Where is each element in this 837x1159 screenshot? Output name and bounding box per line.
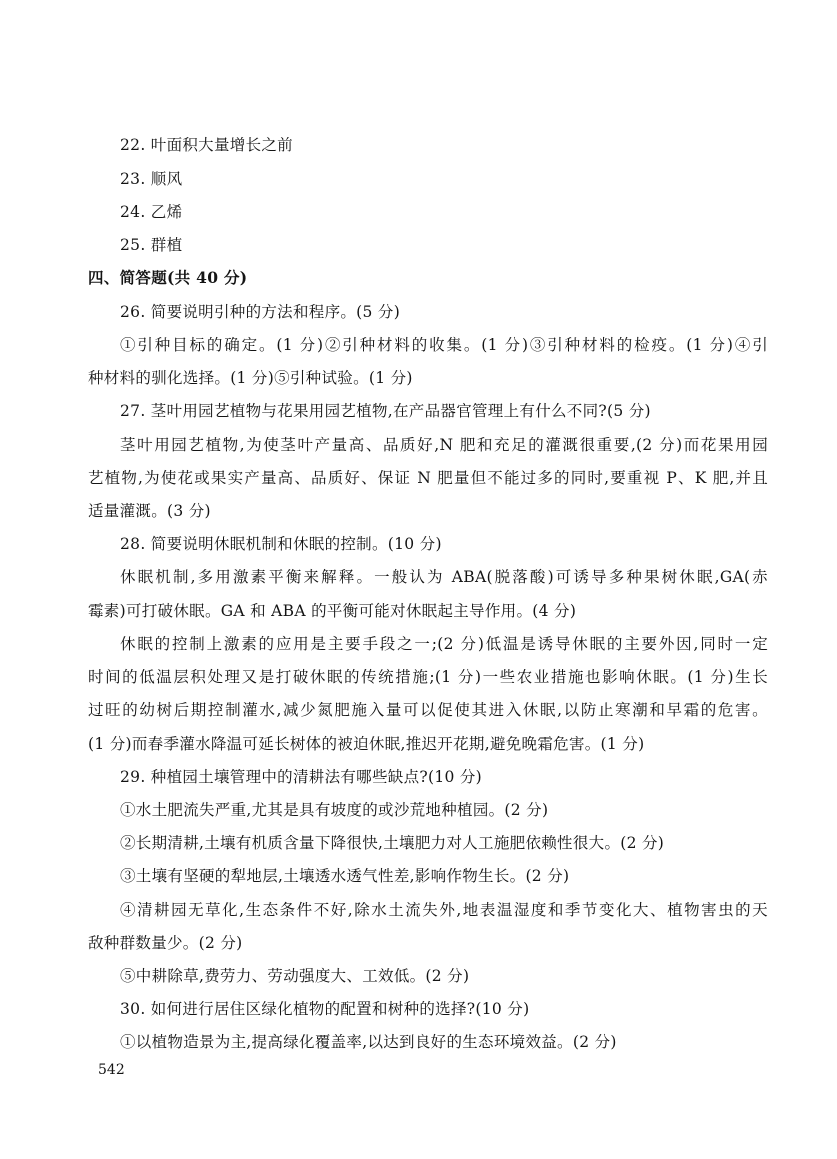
answer-30-item: ①以植物造景为主,提高绿化覆盖率,以达到良好的生态环境效益。(2 分) <box>120 1033 617 1051</box>
answer-22: 22. 叶面积大量增长之前 <box>120 136 293 154</box>
question-26: 26. 简要说明引种的方法和程序。(5 分) <box>120 303 401 321</box>
question-30: 30. 如何进行居住区绿化植物的配置和树种的选择?(10 分) <box>120 1000 530 1018</box>
answer-28-line: 休眠机制,多用激素平衡来解释。一般认为 ABA(脱落酸)可诱导多种果树休眠,GA(赤 <box>120 568 768 586</box>
answer-28-line: 时间的低温层积处理又是打破休眠的传统措施;(1 分)一些农业措施也影响休眠。(1 分)生长 <box>88 668 768 686</box>
answer-24: 24. 乙烯 <box>120 203 183 221</box>
answer-29-item: ③土壤有坚硬的犁地层,土壤透水透气性差,影响作物生长。(2 分) <box>120 867 570 885</box>
answer-28-line: 休眠的控制上激素的应用是主要手段之一;(2 分)低温是诱导休眠的主要外因,同时一定 <box>120 635 768 653</box>
answer-27-line: 适量灌溉。(3 分) <box>88 502 211 520</box>
answer-29-item: ④清耕园无草化,生态条件不好,除水土流失外,地表温湿度和季节变化大、植物害虫的天 <box>120 901 768 919</box>
answer-29-item: ②长期清耕,土壤有机质含量下降很快,土壤肥力对人工施肥依赖性很大。(2 分) <box>120 834 665 852</box>
question-29: 29. 种植园土壤管理中的清耕法有哪些缺点?(10 分) <box>120 768 483 786</box>
answer-29-item: 敌种群数量少。(2 分) <box>88 934 243 952</box>
answer-29-item: ①水土肥流失严重,尤其是具有坡度的或沙荒地种植园。(2 分) <box>120 801 549 819</box>
question-28: 28. 简要说明休眠机制和休眠的控制。(10 分) <box>120 535 442 553</box>
answer-25: 25. 群植 <box>120 236 183 254</box>
answer-28-line: 过旺的幼树后期控制灌水,减少氮肥施入量可以促使其进入休眠,以防止寒潮和早霜的危害。 <box>88 701 768 719</box>
answer-26-line: 种材料的驯化选择。(1 分)⑤引种试验。(1 分) <box>88 369 413 387</box>
answer-28-line: 霉素)可打破休眠。GA 和 ABA 的平衡可能对休眠起主导作用。(4 分) <box>88 602 577 620</box>
section-heading: 四、简答题(共 40 分) <box>88 268 248 287</box>
page-number: 542 <box>98 1062 125 1078</box>
answer-27-line: 艺植物,为使花或果实产量高、品质好、保证 N 肥量但不能过多的同时,要重视 P、K 肥,并且 <box>88 469 768 487</box>
answer-28-line: (1 分)而春季灌水降温可延长树体的被迫休眠,推迟开花期,避免晚霜危害。(1 分) <box>88 735 645 753</box>
question-27: 27. 茎叶用园艺植物与花果用园艺植物,在产品器官管理上有什么不同?(5 分) <box>120 402 651 420</box>
answer-23: 23. 顺风 <box>120 170 183 188</box>
answer-27-line: 茎叶用园艺植物,为使茎叶产量高、品质好,N 肥和充足的灌溉很重要,(2 分)而花果用园 <box>120 436 768 454</box>
answer-29-item: ⑤中耕除草,费劳力、劳动强度大、工效低。(2 分) <box>120 967 470 985</box>
answer-26-line: ①引种目标的确定。(1 分)②引种材料的收集。(1 分)③引种材料的检疫。(1 分)④引 <box>120 336 768 354</box>
